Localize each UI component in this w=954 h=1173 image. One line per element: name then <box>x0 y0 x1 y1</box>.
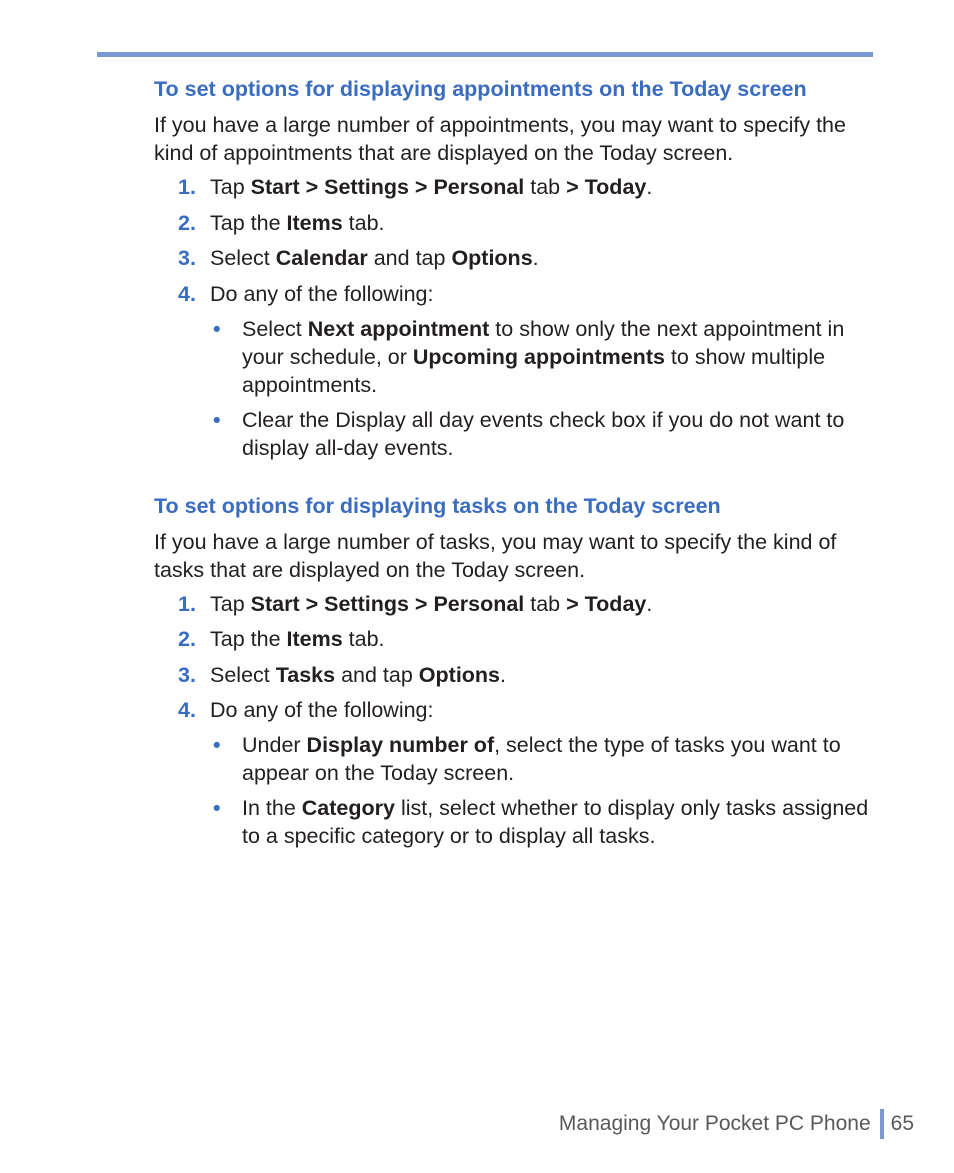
text-run: Select <box>210 246 276 270</box>
step-number: 3. <box>178 246 196 270</box>
text-run: In the <box>242 796 302 820</box>
text-run: Clear the Display all day events check box if you do not want to display all-day events. <box>242 407 845 460</box>
step-item <box>154 625 874 653</box>
step-list <box>154 590 874 851</box>
bullet-list <box>210 731 874 850</box>
bullet-text <box>242 317 844 397</box>
step-text <box>210 627 385 651</box>
step-item <box>154 590 874 618</box>
bullet-text <box>242 796 868 848</box>
bold-term: Upcoming appointments <box>412 344 665 369</box>
bullet-icon: • <box>213 796 221 820</box>
text-run: . <box>646 591 653 616</box>
bullet-text <box>242 408 844 460</box>
bold-term: Options <box>418 662 501 687</box>
text-run: to show multiple appointments. <box>242 344 826 397</box>
step-text <box>210 175 652 199</box>
step-list <box>154 173 874 462</box>
footer-divider <box>880 1109 884 1139</box>
text-run: tab. <box>342 210 385 235</box>
text-run: Do any of the following: <box>210 281 434 306</box>
bullet-item <box>210 731 874 787</box>
bold-term: Start > Settings > Personal <box>250 175 525 199</box>
bold-term: > Today <box>566 591 647 616</box>
step-text <box>210 592 652 616</box>
bold-term: Items <box>286 210 343 235</box>
step-item <box>154 696 874 850</box>
text-run: . <box>532 246 539 270</box>
text-run: tab <box>524 175 567 199</box>
bold-term: Category <box>301 796 395 820</box>
text-run: and tap <box>367 246 452 270</box>
section-heading: To set options for displaying tasks on the Today screen <box>154 493 721 518</box>
section-2 <box>154 492 874 851</box>
text-run: Tap the <box>210 210 287 235</box>
step-text <box>210 211 385 235</box>
page-number: 65 <box>890 1112 914 1135</box>
text-run: , select the type of tasks you want to appear on the Today screen. <box>242 733 841 785</box>
text-run: . <box>646 175 653 199</box>
bullet-item <box>210 406 874 462</box>
section-intro: If you have a large number of appointments, you may want to specify the kind of appointments that are displayed on the Today screen. <box>154 113 846 165</box>
bold-term: Display number of <box>306 733 495 757</box>
bold-term: > Today <box>566 175 647 199</box>
step-text <box>210 698 434 722</box>
step-number: 4. <box>178 281 196 306</box>
bullet-item <box>210 794 874 850</box>
footer-chapter-title: Managing Your Pocket PC Phone <box>558 1112 871 1135</box>
bullet-text <box>242 733 841 785</box>
step-text <box>210 246 539 270</box>
bullet-icon: • <box>213 407 221 432</box>
page-content <box>154 75 874 880</box>
text-run: to show only the next appointment in your schedule, or <box>242 316 845 369</box>
text-run: Tap <box>210 591 251 616</box>
step-item <box>154 661 874 689</box>
text-run: Tap the <box>210 627 287 651</box>
step-item <box>154 173 874 201</box>
step-number: 1. <box>178 591 196 616</box>
step-text <box>210 282 434 306</box>
page-footer <box>559 1109 914 1139</box>
bullet-list <box>210 315 874 462</box>
bullet-item <box>210 315 874 399</box>
step-text <box>210 663 506 687</box>
text-run: list, select whether to display only tasks assigned to a specific category or to display all tasks. <box>242 796 869 848</box>
text-run: and tap <box>335 662 419 687</box>
text-run: Do any of the following: <box>210 698 434 722</box>
bold-term: Options <box>451 246 533 270</box>
text-run: Select <box>242 316 308 341</box>
step-number: 4. <box>178 698 196 722</box>
section-intro: If you have a large number of tasks, you may want to specify the kind of tasks that are displayed on the Today screen. <box>154 529 837 582</box>
bold-term: Tasks <box>275 662 336 687</box>
section-1 <box>154 75 874 462</box>
text-run: Under <box>242 733 307 757</box>
text-run: Select <box>210 662 276 687</box>
bold-term: Calendar <box>275 246 368 270</box>
section-heading: To set options for displaying appointments on the Today screen <box>154 77 807 101</box>
text-run: tab <box>524 591 567 616</box>
bullet-icon: • <box>213 733 221 757</box>
bullet-icon: • <box>213 316 221 341</box>
step-number: 2. <box>178 210 196 235</box>
text-run: . <box>500 662 506 687</box>
top-rule <box>97 52 873 57</box>
step-number: 2. <box>178 627 196 651</box>
bold-term: Next appointment <box>307 316 490 341</box>
bold-term: Start > Settings > Personal <box>250 591 525 616</box>
bold-term: Items <box>286 627 343 651</box>
step-number: 1. <box>178 175 196 199</box>
text-run: Tap <box>210 175 251 199</box>
step-number: 3. <box>178 662 196 687</box>
step-item <box>154 244 874 272</box>
step-item <box>154 209 874 237</box>
step-item <box>154 280 874 462</box>
text-run: tab. <box>342 627 385 651</box>
